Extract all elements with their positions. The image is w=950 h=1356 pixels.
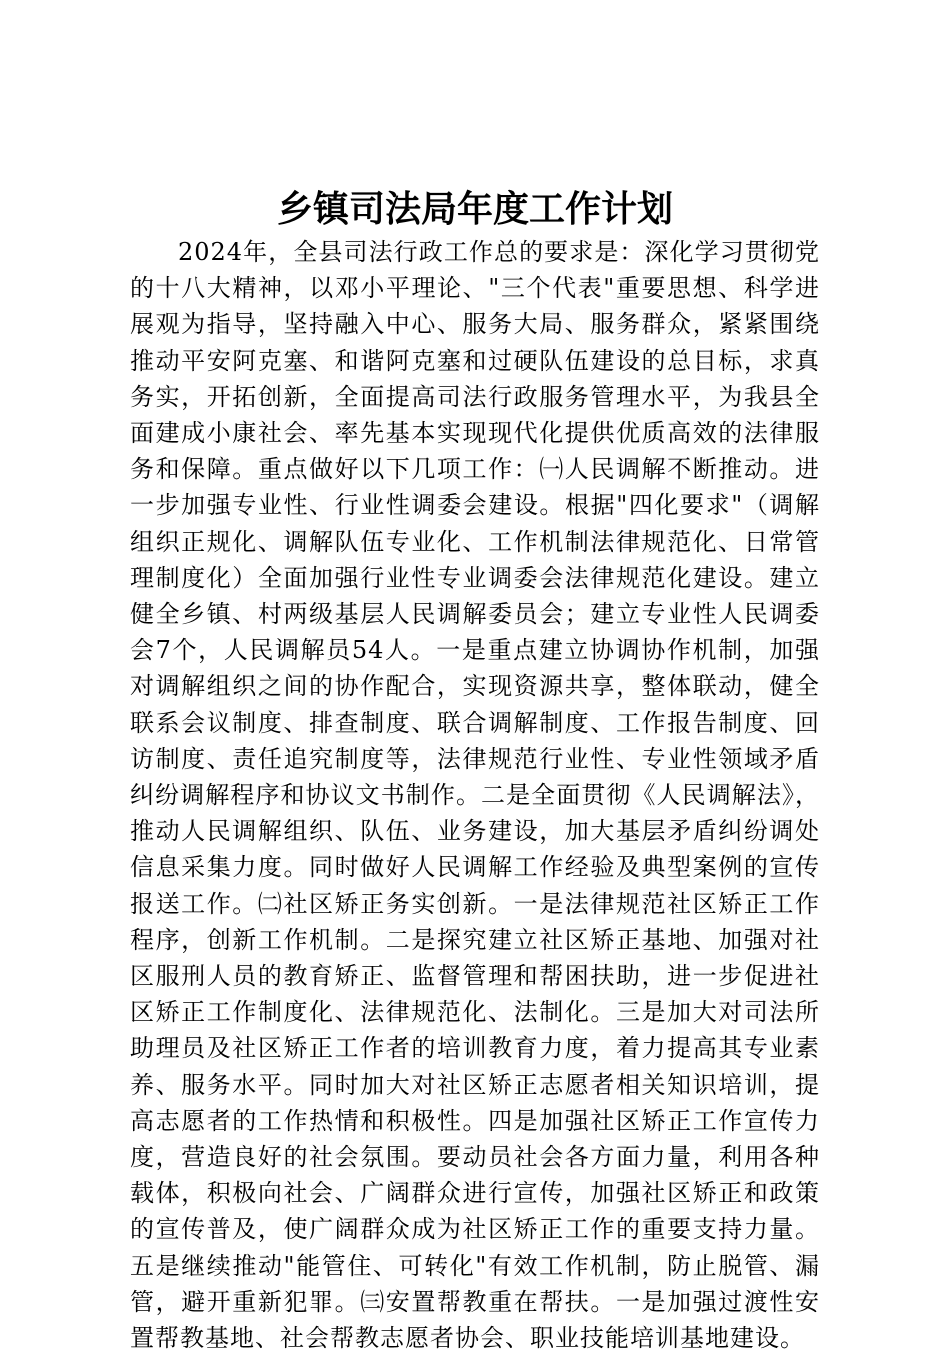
document-title: 乡镇司法局年度工作计划 <box>276 188 673 230</box>
document-body-paragraph: 2024年，全县司法行政工作总的要求是：深化学习贯彻党的十八大精神，以邓小平理论、"三个代表"重要思想、科学进展观为指导，坚持融入中心、服务大局、服务群众，紧紧围绕推动平安阿克塞、和谐阿克塞和过硬队伍建设的总目标，求真务实，开拓创新，全面提高司法行政服务管理水平，为我县全面建成小康社会、率先基本实现现代化提供优质高效的法律服务和保障。重点做好以下几项工作：㈠人民调解不断推动。进一步加强专业性、行业性调委会建设。根据"四化要求"（调解组织正规化、调解队伍专业化、工作机制法律规范化、日常管理制度化）全面加强行业性专业调委会法律规范化建设。建立健全乡镇、村两级基层人民调解委员会；建立专业性人民调委会7个，人民调解员54人。一是重点建立协调协作机制，加强对调解组织之间的协作配合，实现资源共享，整体联动，健全联系会议制度、排查制度、联合调解制度、工作报告制度、回访制度、责任追究制度等，法律规范行业性、专业性领域矛盾纠纷调解程序和协议文书制作。二是全面贯彻《人民调解法》，推动人民调解组织、队伍、业务建设，加大基层矛盾纠纷调处信息采集力度。同时做好人民调解工作经验及典型案例的宣传报送工作。㈡社区矫正务实创新。一是法律规范社区矫正工作程序，创新工作机制。二是探究建立社区矫正基地、加强对社区服刑人员的教育矫正、监督管理和帮困扶助，进一步促进社区矫正工作制度化、法律规范化、法制化。三是加大对司法所助理员及社区矫正工作者的培训教育力度，着力提高其专业素养、服务水平。同时加大对社区矫正志愿者相关知识培训，提高志愿者的工作热情和积极性。四是加强社区矫正工作宣传力度，营造良好的社会氛围。要动员社会各方面力量，利用各种载体，积极向社会、广阔群众进行宣传，加强社区矫正和政策的宣传普及，使广阔群众成为社区矫正工作的重要支持力量。五是继续推动"能管住、可转化"有效工作机制，防止脱管、漏管，避开重新犯罪。㈢安置帮教重在帮扶。一是加强过渡性安置帮教基地、社会帮教志愿者协会、职业技能培训基地建设。 <box>130 238 820 1353</box>
